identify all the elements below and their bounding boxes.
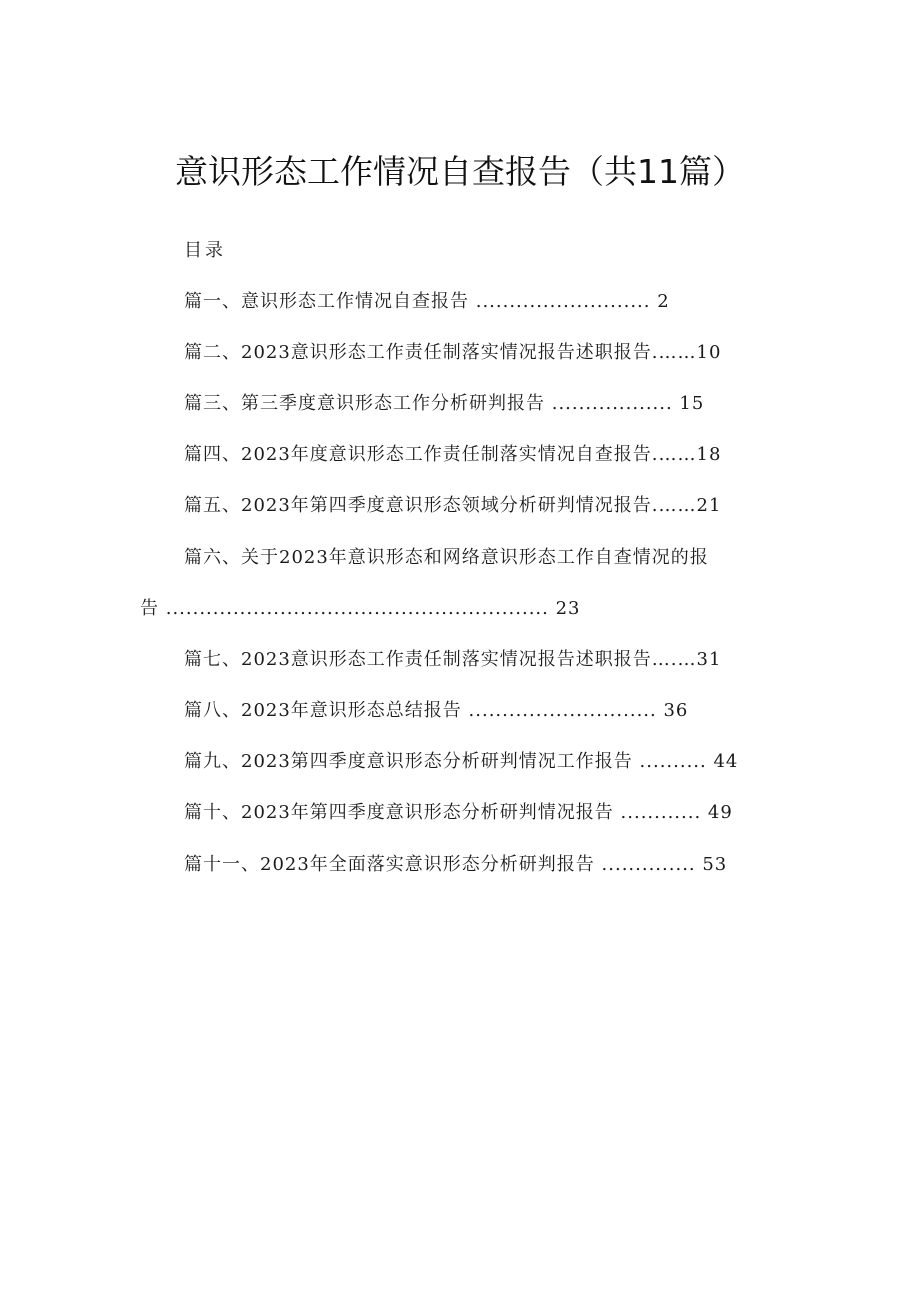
toc-entry-8[interactable]: 篇八、2023年意识形态总结报告 ............................ 36: [184, 700, 689, 721]
toc-entry-6-continuation[interactable]: 告 ......................................................... 23: [140, 598, 581, 619]
document-title: 意识形态工作情况自查报告（共11篇）: [175, 152, 745, 191]
toc-entry-6[interactable]: 篇六、关于2023年意识形态和网络意识形态工作自查情况的报: [184, 547, 709, 568]
toc-entry-5[interactable]: 篇五、2023年第四季度意识形态领域分析研判情况报告.……21: [184, 495, 722, 516]
toc-entry-9[interactable]: 篇九、2023第四季度意识形态分析研判情况工作报告 .......... 44: [184, 751, 739, 772]
toc-entry-3[interactable]: 篇三、第三季度意识形态工作分析研判报告 .................. 15: [184, 393, 705, 414]
toc-heading: 目录: [184, 240, 226, 261]
toc-entry-4[interactable]: 篇四、2023年度意识形态工作责任制落实情况自查报告.……18: [184, 444, 722, 465]
toc-entry-11[interactable]: 篇十一、2023年全面落实意识形态分析研判报告 .............. 53: [184, 854, 728, 875]
toc-entry-2[interactable]: 篇二、2023意识形态工作责任制落实情况报告述职报告.……10: [184, 342, 722, 363]
toc-entry-7[interactable]: 篇七、2023意识形态工作责任制落实情况报告述职报告….…31: [184, 649, 722, 670]
toc-entry-10[interactable]: 篇十、2023年第四季度意识形态分析研判情况报告 ............ 49: [184, 802, 733, 823]
toc-entry-1[interactable]: 篇一、意识形态工作情况自查报告 .......................... 2: [184, 291, 670, 312]
